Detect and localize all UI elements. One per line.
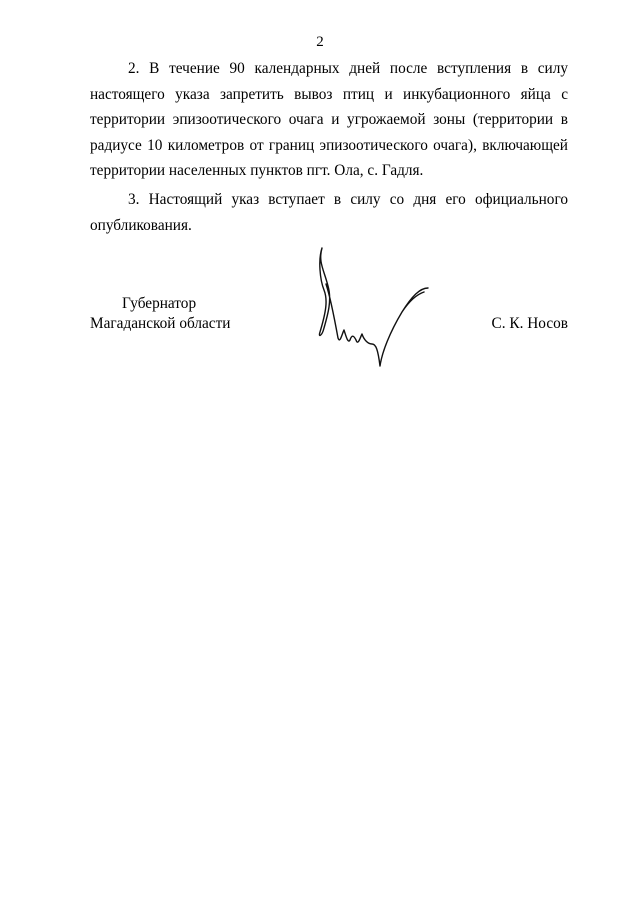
handwritten-signature [306,240,436,370]
signature-stroke [319,248,428,366]
signer-name: С. К. Носов [491,315,568,332]
paragraph-item-2: 2. В течение 90 календарных дней после вступления в силу настоящего указа запретить вывоз птиц и инкубационного яйца с территории эпизоотического очага и угрожаемой зоны (территории в радиусе 10 километров от границ эпизоотического очага), включающей территории населенных пунктов пгт. Ола, с. Гадля. [90,60,568,180]
signer-title-line2: Магаданской области [90,315,231,332]
signer-title [90,294,310,334]
signer-title-line1: Губернатор [122,295,197,312]
page-number: 2 [316,34,324,50]
paragraph-item-3: 3. Настоящий указ вступает в силу со дня его официального опубликования. [90,191,568,234]
